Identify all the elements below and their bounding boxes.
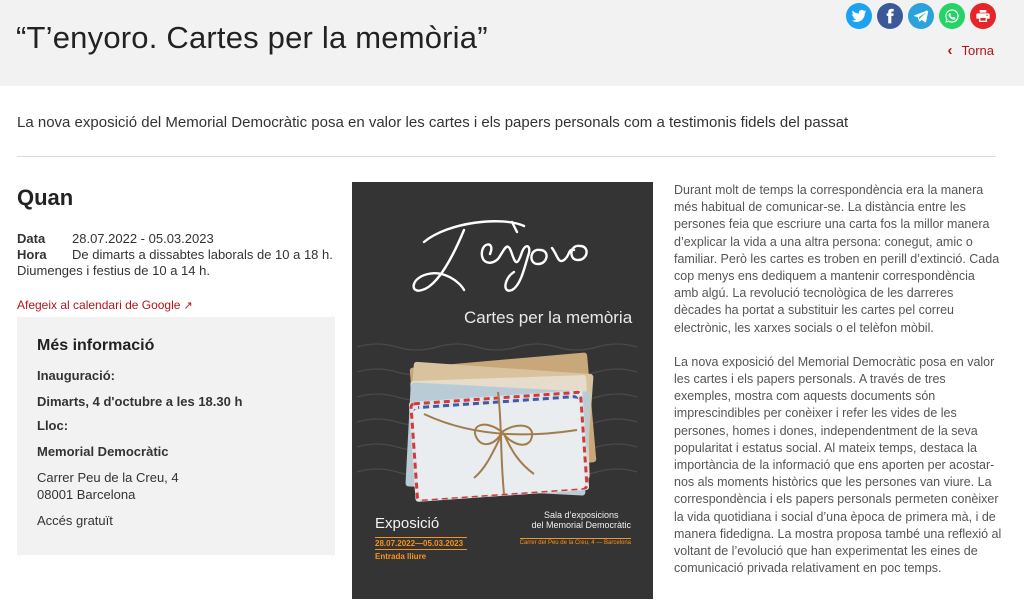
page-header bbox=[0, 0, 1024, 86]
telegram-icon bbox=[913, 8, 929, 24]
lead-text: La nova exposició del Memorial Democràtic posa en valor les cartes i els papers personals com a testimonis fidels del passat bbox=[17, 114, 849, 131]
address-line2: 08001 Barcelona bbox=[37, 487, 136, 502]
date-label: Data bbox=[17, 231, 46, 246]
chevron-left-icon: ‹ bbox=[947, 42, 953, 59]
hours-label: Hora bbox=[17, 247, 47, 262]
poster-address: Carrer del Peu de la Creu, 4 — Barcelona bbox=[519, 540, 631, 546]
external-link-icon: ↗ bbox=[183, 300, 193, 312]
body-paragraph-1: Durant molt de temps la correspondència era la manera més habitual de comunicar-se. La distància entre les persones feia que escriure una carta fos la millor manera d’explicar la vida a una altra persona: conegut, amic o familiar. Però les cartes es troben en perill d’extinció. Cada cop menys ens dediquem a mantenir correspondència amb algú. La revolució tecnològica de les darreres dècades ha portat a substituir les cartes pel correu electrònic, les xarxes socials o el telèfon mòbil. bbox=[674, 183, 1000, 335]
poster-dates: 28.07.2022—05.03.2023 bbox=[375, 537, 467, 550]
poster-subtitle: Cartes per la memòria bbox=[464, 308, 633, 327]
hours-value: De dimarts a dissabtes laborals de 10 a 18 h. bbox=[72, 247, 333, 262]
access-info: Accés gratuït bbox=[37, 513, 113, 528]
telegram-share-button[interactable] bbox=[908, 3, 934, 29]
printer-icon bbox=[975, 8, 991, 24]
inauguration-label: Inauguració: bbox=[37, 368, 116, 383]
twitter-share-button[interactable] bbox=[846, 3, 872, 29]
schedule-block bbox=[17, 231, 333, 279]
google-calendar-link[interactable] bbox=[17, 298, 193, 312]
more-info-box bbox=[17, 317, 335, 555]
back-link-label: Torna bbox=[961, 43, 994, 58]
hours-row bbox=[17, 247, 333, 263]
place-label: Lloc: bbox=[37, 418, 69, 433]
whatsapp-icon bbox=[944, 8, 960, 24]
poster-exhibition-label: Exposició bbox=[375, 515, 440, 532]
share-bar bbox=[846, 3, 996, 29]
body-paragraph-2: La nova exposició del Memorial Democràtic posa en valor les cartes i els papers personals. A través de tres exemples, mostra com aquests documents són imprescindibles per conèixer i refer les vides de les persones, homes i dones, independentment de la seva popularitat i estatus social. Al mateix temps, destaca la importància de la informació que ens aporten per acostar-nos als moments històrics que les persones van viure. La correspondència i els papers personals permeten conèixer la vida quotidiana i social d’una època de primera mà, i de manera fidedigna. La mostra proposa també una reflexió al voltant de l’evolució que han experimentat les eines de comunicació privada relativament en poc temps. bbox=[674, 354, 1002, 576]
date-row bbox=[17, 231, 333, 247]
more-info-heading: Més informació bbox=[37, 337, 155, 354]
google-calendar-label: Afegeix al calendari de Google bbox=[17, 298, 181, 312]
page-title: “T’enyoro. Cartes per la memòria” bbox=[16, 20, 488, 55]
poster-organizer bbox=[531, 510, 631, 530]
inauguration-value: Dimarts, 4 d'octubre a les 18.30 h bbox=[37, 394, 243, 409]
facebook-share-button[interactable] bbox=[877, 3, 903, 29]
back-link[interactable] bbox=[947, 43, 994, 58]
hours-extra: Diumenges i festius de 10 a 14 h. bbox=[17, 263, 210, 278]
poster-organizer-line1: Sala d’exposicions bbox=[543, 510, 619, 520]
address-line1: Carrer Peu de la Creu, 4 bbox=[37, 470, 179, 485]
print-button[interactable] bbox=[970, 3, 996, 29]
when-heading: Quan bbox=[17, 185, 74, 210]
article-body bbox=[674, 182, 1002, 577]
twitter-icon bbox=[851, 8, 867, 24]
poster-script-title bbox=[414, 221, 587, 290]
divider bbox=[17, 156, 996, 157]
facebook-icon bbox=[882, 8, 898, 24]
date-value: 28.07.2022 - 05.03.2023 bbox=[72, 231, 214, 246]
exhibition-poster bbox=[352, 182, 653, 599]
whatsapp-share-button[interactable] bbox=[939, 3, 965, 29]
place-name: Memorial Democràtic bbox=[37, 444, 169, 459]
poster-organizer-line2: del Memorial Democràtic bbox=[531, 520, 631, 530]
poster-entry: Entrada lliure bbox=[375, 552, 427, 561]
